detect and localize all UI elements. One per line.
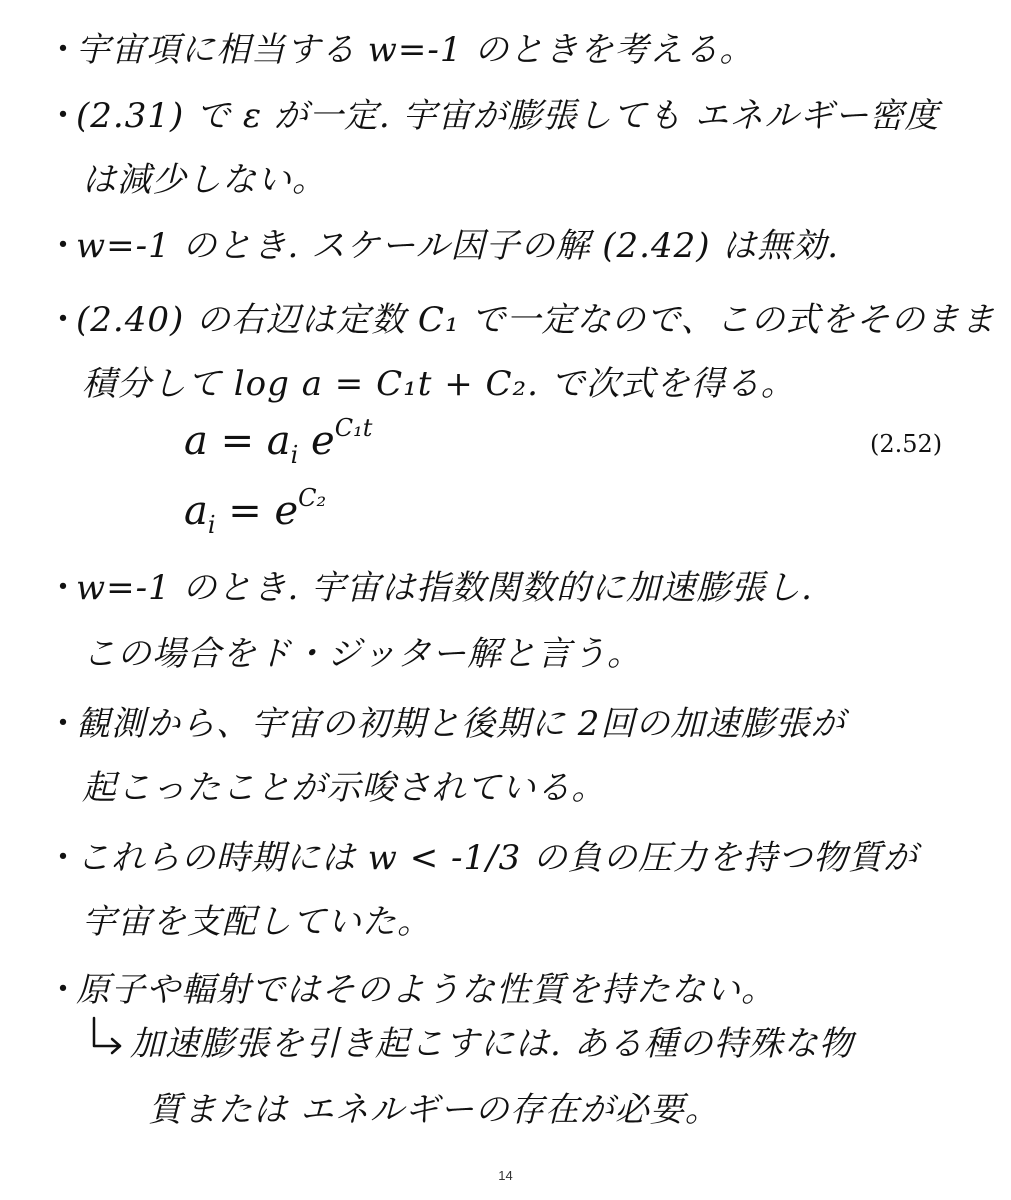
note-line-7 (46, 560, 813, 609)
equation-2-52 (184, 414, 372, 469)
note-line-1 (46, 22, 754, 71)
note-text: は減少しない。 (82, 160, 327, 200)
equation-exponent: C₂ (298, 484, 327, 512)
note-line-9 (46, 696, 845, 745)
equation-lhs: a (184, 488, 208, 534)
note-line-11 (46, 830, 918, 879)
note-line-14 (130, 1016, 854, 1065)
note-line-13 (46, 962, 776, 1011)
note-text: 観測から、宇宙の初期と後期に 2回の加速膨張が (76, 704, 846, 744)
page-number: 14 (498, 1168, 513, 1183)
note-line-5 (46, 292, 996, 341)
note-text: 宇宙項に相当する w=-1 のときを考える。 (76, 30, 755, 70)
bullet: ・ (46, 300, 81, 340)
bullet: ・ (46, 226, 81, 266)
note-line-10 (82, 760, 606, 809)
bullet: ・ (46, 704, 81, 744)
equation-mid: = e (215, 488, 299, 534)
note-text: この場合をド・ジッター解と言う。 (82, 634, 642, 674)
note-text: w=-1 のとき. 宇宙は指数関数的に加速膨張し. (76, 568, 813, 608)
note-text: 積分して log a = C₁t + C₂. で次式を得る。 (82, 364, 796, 404)
note-text: 質または エネルギーの存在が必要。 (148, 1090, 720, 1130)
note-line-12 (82, 894, 432, 943)
note-text: (2.31) で ε が一定. 宇宙が膨張しても エネルギー密度 (76, 96, 940, 136)
note-text: (2.40) の右辺は定数 C₁ で一定なので、この式をそのまま (76, 300, 996, 340)
note-line-6 (82, 356, 796, 405)
equation-lhs: a = a (184, 418, 291, 464)
hooked-arrow-icon (86, 1016, 126, 1056)
note-line-4 (46, 218, 839, 267)
note-text: 原子や輻射ではそのような性質を持たない。 (76, 970, 776, 1010)
equation-subscript: i (207, 511, 216, 539)
note-line-3 (82, 152, 327, 201)
bullet: ・ (46, 970, 81, 1010)
equation-number: (2.52) (870, 430, 943, 458)
bullet: ・ (46, 568, 81, 608)
note-text: これらの時期には w < -1/3 の負の圧力を持つ物質が (76, 838, 919, 878)
note-line-8 (82, 626, 642, 675)
equation-base: e (298, 418, 335, 464)
note-line-15 (148, 1082, 720, 1131)
bullet: ・ (46, 96, 81, 136)
note-text: 加速膨張を引き起こすには. ある種の特殊な物 (130, 1024, 854, 1064)
note-text: 宇宙を支配していた。 (82, 902, 432, 942)
bullet: ・ (46, 838, 81, 878)
equation-ai (184, 484, 326, 539)
note-text: 起こったことが示唆されている。 (82, 768, 607, 808)
note-text: w=-1 のとき. スケール因子の解 (2.42) は無効. (76, 226, 840, 266)
equation-exponent: C₁t (334, 414, 373, 442)
bullet: ・ (46, 30, 81, 70)
note-line-2 (46, 88, 939, 137)
equation-subscript: i (290, 441, 299, 469)
